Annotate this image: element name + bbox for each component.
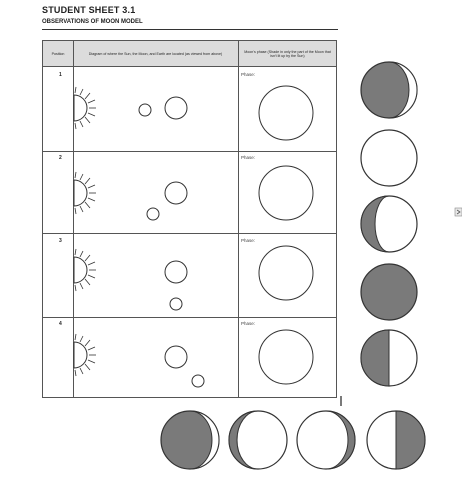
waxing-gibbous-choice[interactable]: [361, 196, 417, 252]
sun-icon: [74, 334, 96, 376]
earth-circle: [165, 97, 187, 119]
sun-icon: [74, 172, 96, 214]
earth-circle: [165, 261, 187, 283]
full-moon-choice[interactable]: [361, 130, 417, 186]
header-position: Position: [51, 51, 65, 56]
scroll-handle-icon[interactable]: [455, 208, 462, 216]
sheet-title: STUDENT SHEET 3.1: [42, 5, 136, 15]
waxing-crescent-choice-2[interactable]: [297, 411, 355, 469]
moon-circle: [170, 298, 182, 310]
first-quarter-choice[interactable]: [361, 330, 417, 386]
row-position-number: 2: [59, 155, 62, 161]
moon-circle: [192, 375, 204, 387]
sheet-subtitle: OBSERVATIONS OF MOON MODEL: [42, 19, 143, 25]
phase-label: Phase:: [241, 72, 256, 77]
phase-drawing-circle: [259, 166, 313, 220]
sun-icon: [74, 87, 96, 129]
phase-drawing-circle: [259, 246, 313, 300]
row-position-number: 3: [59, 238, 62, 244]
moon-circle: [147, 208, 159, 220]
sun-icon: [74, 249, 96, 291]
waning-crescent-choice[interactable]: [361, 62, 417, 118]
last-quarter-choice[interactable]: [367, 411, 425, 469]
moon-circle: [139, 104, 151, 116]
phase-label: Phase:: [241, 155, 256, 160]
phase-drawing-circle: [259, 86, 313, 140]
phase-drawing-circle: [259, 330, 313, 384]
earth-circle: [165, 182, 187, 204]
new-moon-choice[interactable]: [361, 264, 417, 320]
phase-label: Phase:: [241, 238, 256, 243]
waxing-crescent-choice[interactable]: [161, 411, 219, 469]
header-diagram: Diagram of where the Sun, the Moon, and Earth are located (as viewed from above): [88, 51, 223, 56]
waning-gibbous-choice[interactable]: [229, 411, 287, 469]
phase-label: Phase:: [241, 321, 256, 326]
header-phase: Moon's phase (Shade in only the part of the Moon that isn't lit up by the Sun): [244, 49, 331, 58]
row-position-number: 1: [59, 72, 62, 78]
row-position-number: 4: [59, 321, 62, 327]
earth-circle: [165, 346, 187, 368]
